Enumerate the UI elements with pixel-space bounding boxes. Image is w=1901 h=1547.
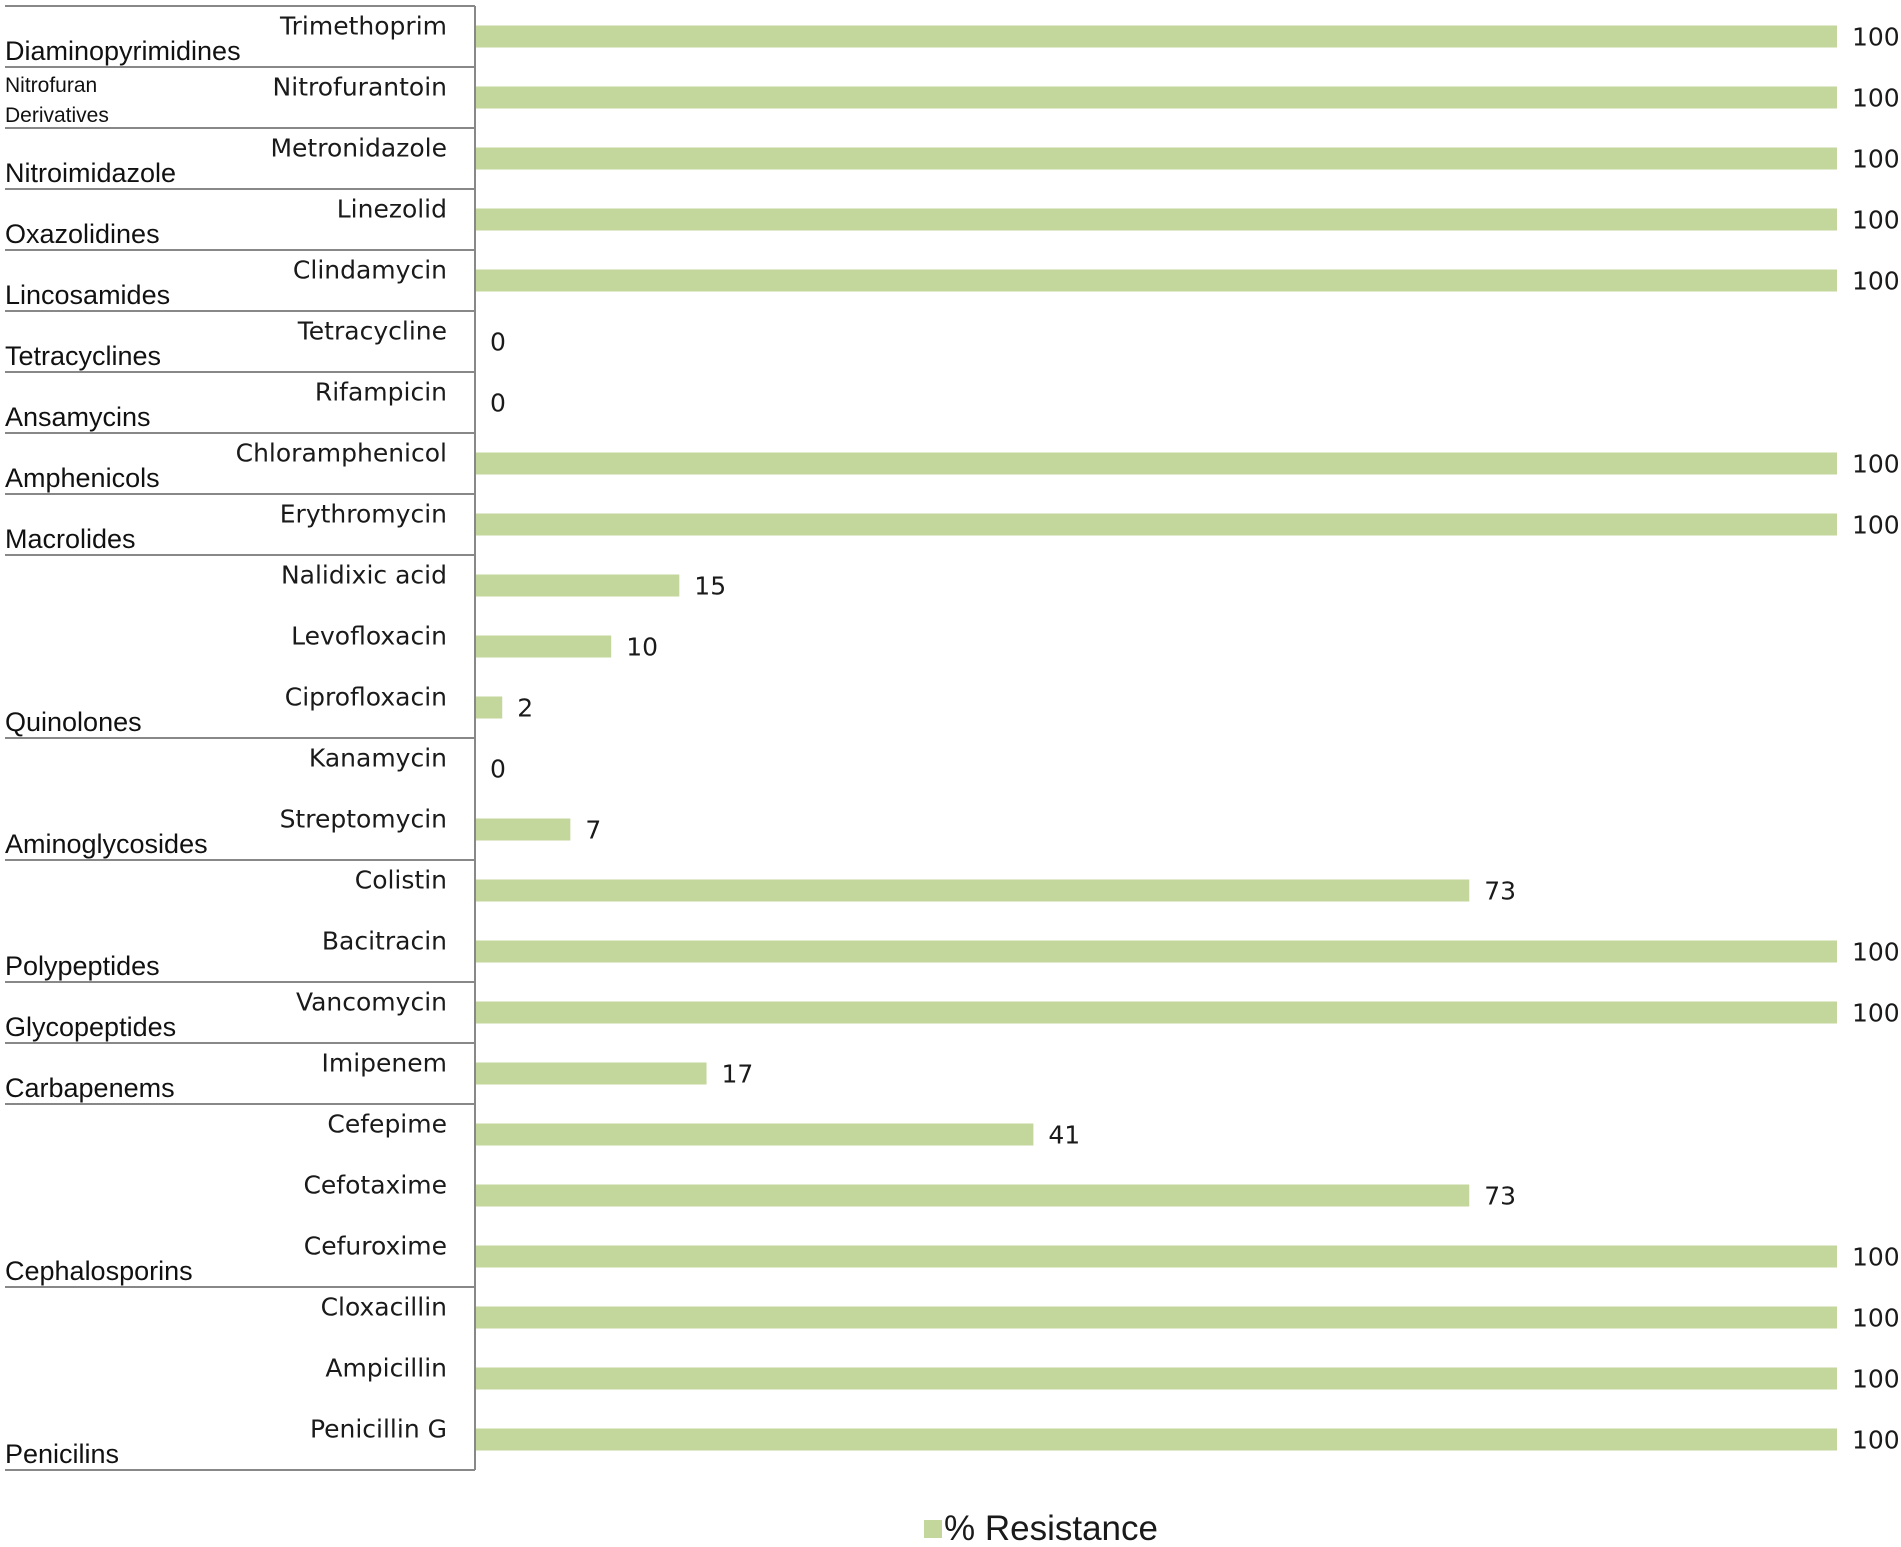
class-label-cephalosporins: Cephalosporins (5, 1256, 193, 1286)
bar-metronidazole (475, 148, 1837, 170)
bar-levofloxacin (475, 636, 611, 658)
data-label: 100 (1852, 510, 1900, 540)
drug-label: Nalidixic acid (280, 560, 447, 590)
class-label-nitrofuran-derivatives: Nitrofuran Derivatives (5, 74, 109, 127)
class-label-aminoglycosides: Aminoglycosides (5, 829, 208, 859)
legend (924, 1509, 1158, 1547)
drug-label: Nitrofurantoin (272, 72, 447, 102)
bar-trimethoprim (475, 26, 1837, 48)
class-label-oxazolidines: Oxazolidines (5, 219, 160, 249)
bar-ciprofloxacin (475, 697, 502, 719)
drug-label: Linezolid (336, 194, 447, 224)
data-label: 73 (1484, 876, 1517, 906)
drug-label: Streptomycin (279, 804, 447, 834)
data-label: 100 (1852, 937, 1900, 967)
drug-label: Cefotaxime (303, 1170, 447, 1200)
bar-imipenem (475, 1063, 707, 1085)
data-label: 0 (490, 754, 506, 784)
drug-label: Trimethoprim (280, 11, 447, 41)
bar-streptomycin (475, 819, 570, 841)
drug-label: Colistin (354, 865, 447, 895)
data-label: 100 (1852, 1242, 1900, 1272)
drug-label: Cefuroxime (303, 1231, 447, 1261)
drug-label: Imipenem (321, 1048, 447, 1078)
drug-label: Ampicillin (325, 1353, 447, 1383)
drug-label: Ciprofloxacin (284, 682, 447, 712)
class-label-nitroimidazole: Nitroimidazole (5, 158, 177, 188)
data-label: 17 (721, 1059, 754, 1089)
data-label: 100 (1852, 449, 1900, 479)
data-label: 100 (1852, 1303, 1900, 1333)
drug-label: Kanamycin (308, 743, 447, 773)
data-label: 100 (1852, 144, 1900, 174)
bars (475, 26, 1837, 1451)
bar-cefotaxime (475, 1185, 1469, 1207)
data-label: 100 (1852, 22, 1900, 52)
data-label: 0 (490, 327, 506, 357)
data-label: 100 (1852, 266, 1900, 296)
class-label-lincosamides: Lincosamides (5, 280, 171, 310)
data-label: 100 (1852, 1425, 1900, 1455)
class-label-diaminopyrimidines: Diaminopyrimidines (5, 36, 241, 66)
bar-erythromycin (475, 514, 1837, 536)
class-label-quinolones: Quinolones (5, 707, 142, 737)
drug-label: Bacitracin (321, 926, 447, 956)
drug-label: Tetracycline (297, 316, 447, 346)
data-label: 73 (1484, 1181, 1517, 1211)
class-label-macrolides: Macrolides (5, 524, 136, 554)
bar-chloramphenicol (475, 453, 1837, 475)
data-label: 2 (517, 693, 534, 723)
data-label: 100 (1852, 1364, 1900, 1394)
class-label-polypeptides: Polypeptides (5, 951, 160, 981)
legend-label: % Resistance (944, 1509, 1158, 1547)
class-label-tetracyclines: Tetracyclines (5, 341, 162, 371)
bar-cloxacillin (475, 1307, 1837, 1329)
bar-cefepime (475, 1124, 1033, 1146)
data-label: 10 (626, 632, 659, 662)
class-label-amphenicols: Amphenicols (5, 463, 160, 493)
bar-bacitracin (475, 941, 1837, 963)
class-label-penicilins: Penicilins (5, 1439, 120, 1469)
legend-swatch (924, 1520, 942, 1538)
drug-label: Clindamycin (292, 255, 447, 285)
data-label: 100 (1852, 83, 1900, 113)
bar-cefuroxime (475, 1246, 1837, 1268)
data-label: 0 (490, 388, 506, 418)
class-label-ansamycins: Ansamycins (5, 402, 151, 432)
bar-clindamycin (475, 270, 1837, 292)
bar-nalidixic-acid (475, 575, 679, 597)
bar-nitrofurantoin (475, 87, 1837, 109)
drug-label: Levofloxacin (291, 621, 447, 651)
data-label: 41 (1048, 1120, 1081, 1150)
drug-label: Erythromycin (279, 499, 447, 529)
drug-label: Vancomycin (295, 987, 447, 1017)
drug-label: Cefepime (327, 1109, 447, 1139)
drug-labels (236, 12, 447, 1444)
bar-vancomycin (475, 1002, 1837, 1024)
bar-ampicillin (475, 1368, 1837, 1390)
data-label: 7 (585, 815, 602, 845)
bar-penicillin-g (475, 1429, 1837, 1451)
drug-label: Penicillin G (309, 1414, 447, 1444)
data-labels (490, 23, 1900, 1455)
drug-label: Cloxacillin (320, 1292, 447, 1322)
drug-label: Rifampicin (314, 377, 447, 407)
bar-colistin (475, 880, 1469, 902)
bar-linezolid (475, 209, 1837, 231)
class-label-glycopeptides: Glycopeptides (5, 1012, 177, 1042)
drug-label: Chloramphenicol (235, 438, 447, 468)
data-label: 100 (1852, 998, 1900, 1028)
drug-label: Metronidazole (270, 133, 447, 163)
data-label: 15 (694, 571, 727, 601)
data-label: 100 (1852, 205, 1900, 235)
class-label-carbapenems: Carbapenems (5, 1073, 175, 1103)
